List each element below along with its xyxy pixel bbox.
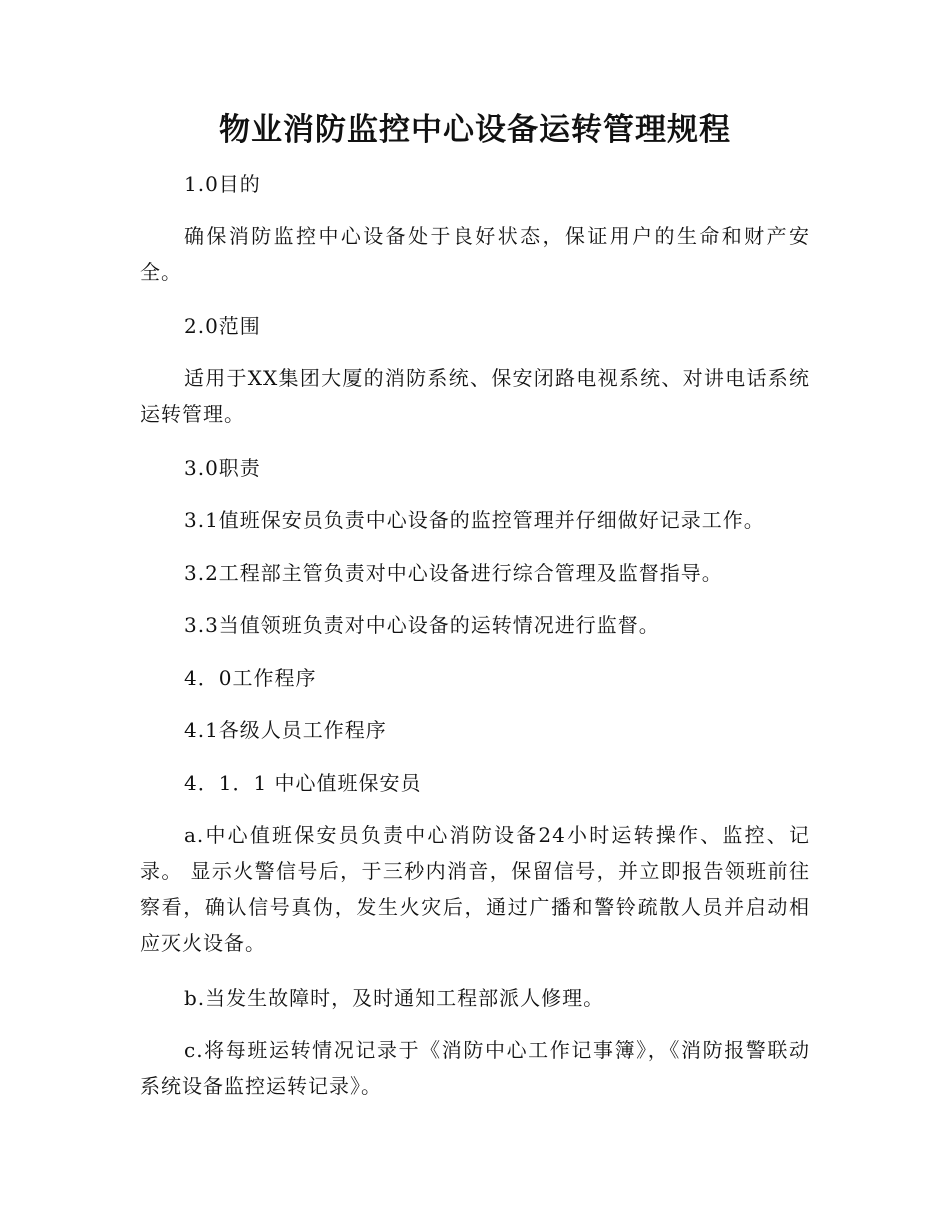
paragraph-responsibility-3-3: 3.3当值领班负责对中心设备的运转情况进行监督。 <box>184 613 660 637</box>
heading-responsibilities: 3.0职责 <box>184 456 261 480</box>
document-title: 物业消防监控中心设备运转管理规程 <box>219 112 731 148</box>
paragraph-responsibility-3-1: 3.1值班保安员负责中心设备的监控管理并仔细做好记录工作。 <box>184 508 765 532</box>
paragraph-item-b: b.当发生故障时，及时通知工程部派人修理。 <box>184 986 605 1010</box>
heading-work-procedure: 4．0工作程序 <box>184 666 317 690</box>
heading-purpose: 1.0目的 <box>184 172 261 196</box>
paragraph-scope: 适用于XX集团大厦的消防系统、保安闭路电视系统、对讲电话系统运转管理。 <box>140 366 810 426</box>
paragraph-responsibility-3-2: 3.2工程部主管负责对中心设备进行综合管理及监督指导。 <box>184 561 723 585</box>
paragraph-item-a: a.中心值班保安员负责中心消防设备24小时运转操作、监控、记录。 显示火警信号后，于三秒内消音，保留信号，并立即报告领班前往察看，确认信号真伪，发生火灾后，通过广播和警铃疏散人员并启动相应灭火设备。 <box>140 823 810 955</box>
paragraph-item-c: c.将每班运转情况记录于《消防中心工作记事簿》，《消防报警联动系统设备监控运转记录》。 <box>140 1038 810 1098</box>
heading-scope: 2.0范围 <box>184 314 261 338</box>
heading-procedure-4-1-1: 4．1．1 中心值班保安员 <box>184 771 422 795</box>
paragraph-purpose: 确保消防监控中心设备处于良好状态，保证用户的生命和财产安全。 <box>140 224 810 284</box>
heading-procedure-4-1: 4.1各级人员工作程序 <box>184 718 387 742</box>
